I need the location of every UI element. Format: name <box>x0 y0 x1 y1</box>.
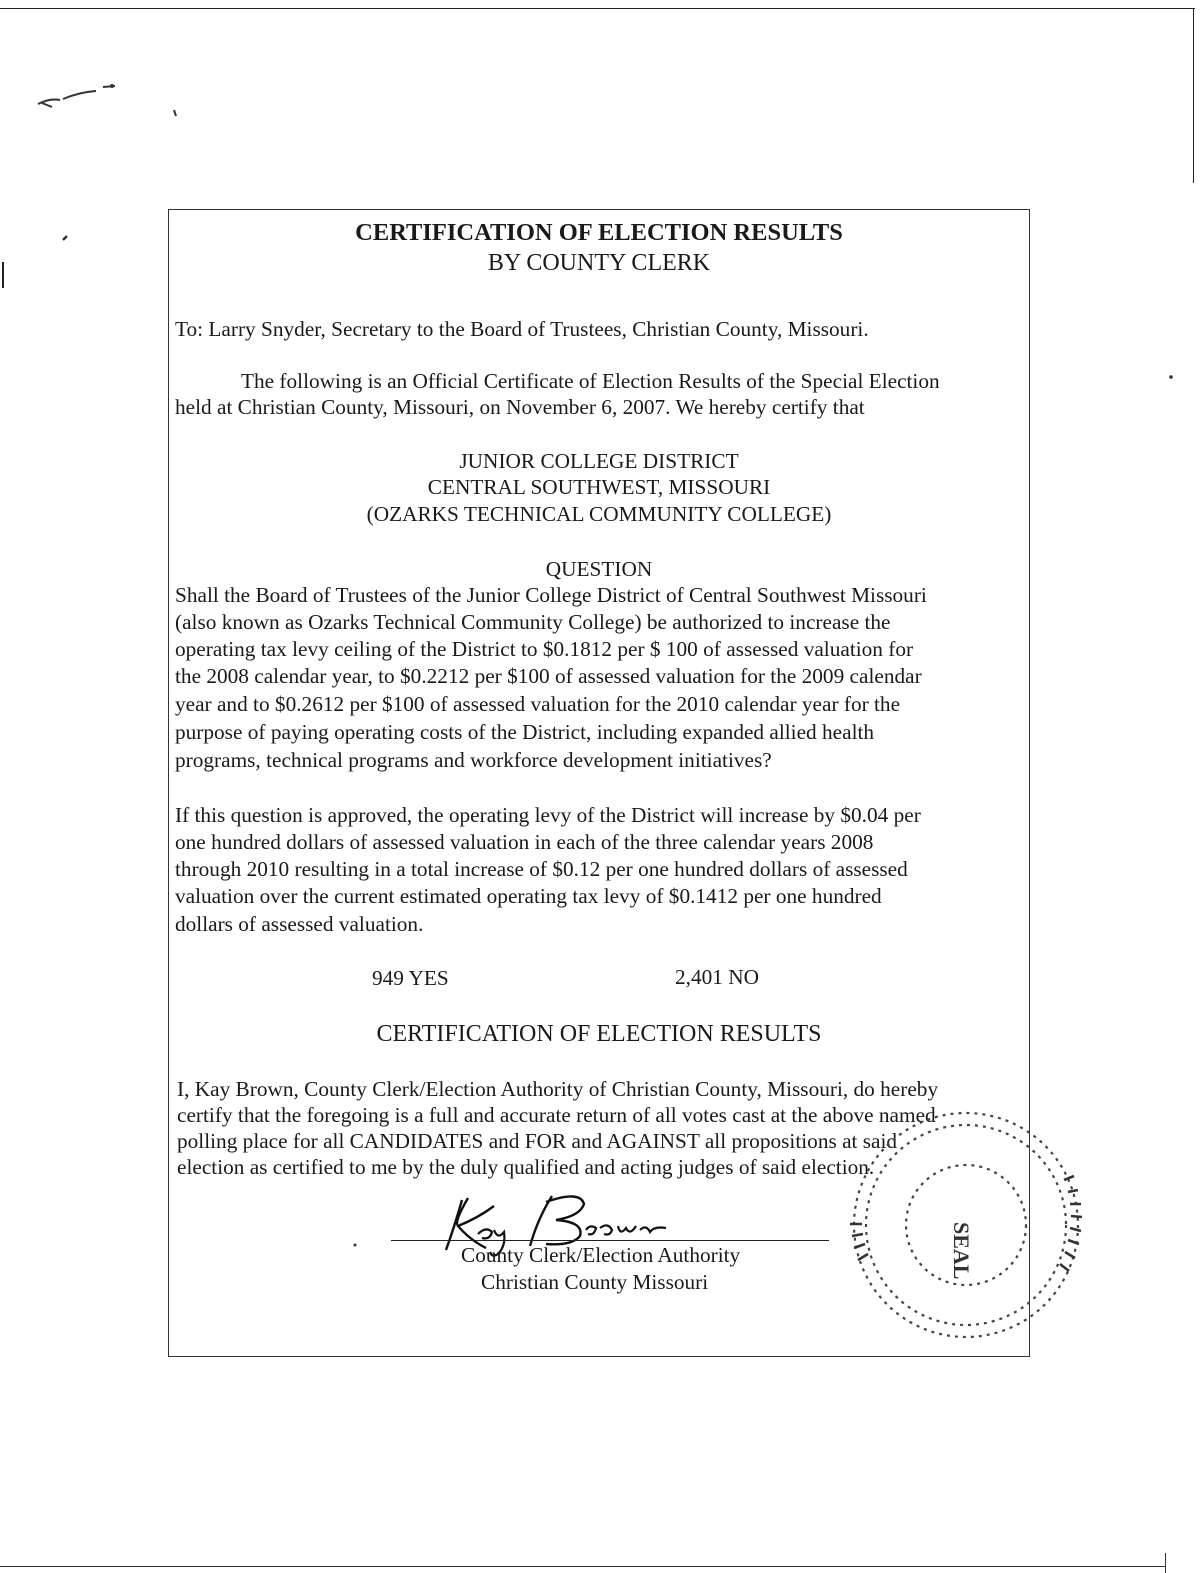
certificate-subtitle: BY COUNTY CLERK <box>487 250 711 276</box>
certification-line: certify that the foregoing is a full and accurate return of all votes cast at the above named <box>177 1103 936 1127</box>
explanation-line: If this question is approved, the operating levy of the District will increase by $0.04 per <box>175 803 921 827</box>
seal-text: SEAL <box>949 1222 974 1280</box>
question-line: (also known as Ozarks Technical Community College) be authorized to increase the <box>175 610 891 634</box>
scan-edge-bottom-right <box>1165 1553 1166 1573</box>
certification-line: I, Kay Brown, County Clerk/Election Authority of Christian County, Missouri, do hereby <box>177 1077 939 1101</box>
scan-edge-right <box>1193 8 1194 183</box>
organization-line: CENTRAL SOUTHWEST, MISSOURI <box>427 475 771 499</box>
question-line: programs, technical programs and workforce development initiatives? <box>175 748 772 772</box>
recipient-line: To: Larry Snyder, Secretary to the Board of Trustees, Christian County, Missouri. <box>175 317 869 341</box>
certificate-title: CERTIFICATION OF ELECTION RESULTS <box>355 219 843 246</box>
explanation-line: dollars of assessed valuation. <box>175 912 424 936</box>
question-line: the 2008 calendar year, to $0.2212 per $100 of assessed valuation for the 2009 calendar <box>175 664 922 688</box>
explanation-line: one hundred dollars of assessed valuation in each of the three calendar years 2008 <box>175 830 874 854</box>
certification-line: election as certified to me by the duly qualified and acting judges of said election. <box>177 1155 875 1179</box>
question-line: operating tax levy ceiling of the District to $0.1812 per $ 100 of assessed valuation for <box>175 637 914 661</box>
question-line: year and to $0.2612 per $100 of assessed valuation for the 2010 calendar year for the <box>175 692 901 716</box>
intro-line: held at Christian County, Missouri, on November 6, 2007. We hereby certify that <box>175 395 865 419</box>
organization-line: JUNIOR COLLEGE DISTRICT <box>459 449 739 473</box>
question-heading: QUESTION <box>545 557 653 581</box>
signature-line <box>391 1240 829 1241</box>
signer-county: Christian County Missouri <box>481 1270 709 1294</box>
scan-edge-left <box>2 262 4 288</box>
question-line: Shall the Board of Trustees of the Junior College District of Central Southwest Missouri <box>175 583 927 607</box>
signer-title: County Clerk/Election Authority <box>461 1243 741 1267</box>
explanation-line: valuation over the current estimated operating tax levy of $0.1412 per one hundred <box>175 884 882 908</box>
intro-line: The following is an Official Certificate of Election Results of the Special Election <box>241 369 940 393</box>
scan-edge-bottom <box>0 1566 1165 1567</box>
county-seal-stamp <box>828 1110 1098 1360</box>
question-line: purpose of paying operating costs of the District, including expanded allied health <box>175 720 875 744</box>
no-vote-count: 2,401 NO <box>675 965 760 989</box>
yes-vote-count: 949 YES <box>372 966 449 990</box>
organization-line: (OZARKS TECHNICAL COMMUNITY COLLEGE) <box>366 502 832 526</box>
explanation-line: through 2010 resulting in a total increase of $0.12 per one hundred dollars of assessed <box>175 857 908 881</box>
certification-heading: CERTIFICATION OF ELECTION RESULTS <box>376 1021 822 1047</box>
scan-edge-top <box>0 8 1195 9</box>
certification-line: polling place for all CANDIDATES and FOR and AGAINST all propositions at said <box>177 1129 898 1153</box>
